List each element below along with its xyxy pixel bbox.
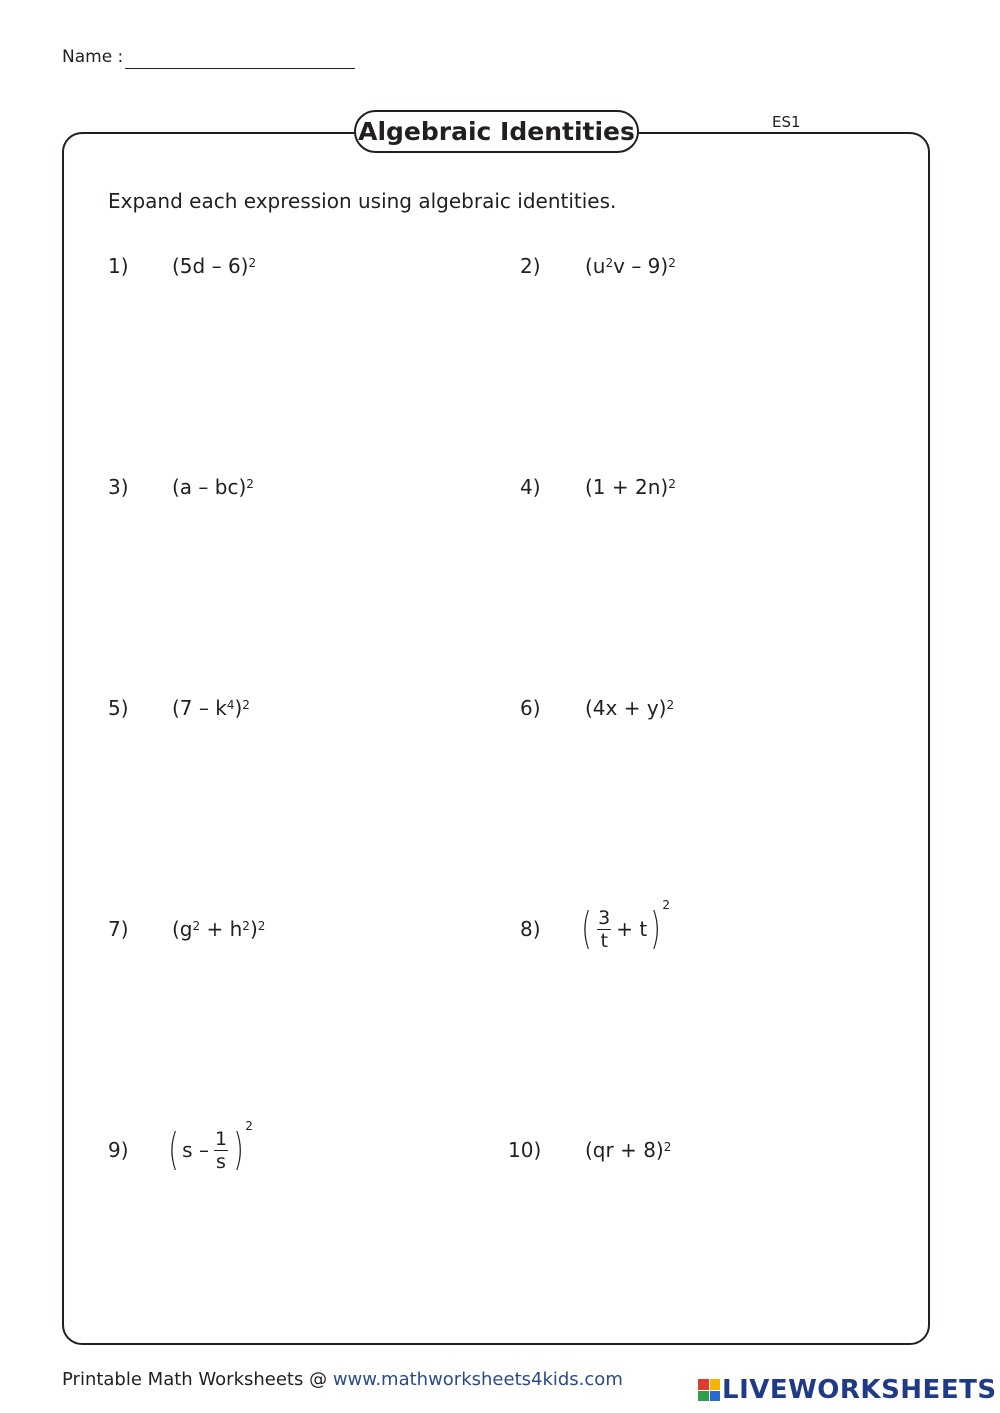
problem-expression: ( s – $\frac{1}{s}$ ) $^2$ <box>165 1122 253 1178</box>
name-label: Name : <box>62 47 124 67</box>
liveworksheets-logo-icon <box>698 1379 720 1401</box>
problem-expression: (a – bc)$^2$ <box>172 475 254 499</box>
fraction: $\frac{3}{t}$ <box>598 906 611 952</box>
left-paren: ( <box>581 903 592 954</box>
fraction: $\frac{1}{s}$ <box>214 1127 228 1173</box>
problem-number: 1) <box>108 254 129 278</box>
brand-logo <box>698 1376 997 1404</box>
problem-number: 6) <box>520 696 541 720</box>
problem-expression: $(u^2v - 9)^2$ <box>585 254 676 278</box>
problem-number: 5) <box>108 696 129 720</box>
instructions: Expand each expression using algebraic identities. <box>108 189 617 213</box>
right-paren: ) <box>650 903 661 954</box>
problem-number: 3) <box>108 475 129 499</box>
right-paren: ) <box>233 1124 244 1175</box>
problem-number: 4) <box>520 475 541 499</box>
problem-expression: $(1 + 2n)^2$ <box>585 475 676 499</box>
problem-number: 9) <box>108 1138 129 1162</box>
worksheet-title: Algebraic Identities <box>354 110 639 153</box>
problem-expression: $(7 - k^4)^2$ <box>172 696 250 720</box>
problem-expression: $(g^2 + h^2)^2$ <box>172 917 266 941</box>
problem-number: 2) <box>520 254 541 278</box>
footer-credit: Printable Math Worksheets @ www.mathworksheets4kids.com <box>62 1369 623 1390</box>
problem-number: 10) <box>508 1138 542 1162</box>
problem-expression: (qr + 8)$^2$ <box>585 1138 672 1162</box>
problem-number: 7) <box>108 917 129 941</box>
name-line[interactable] <box>125 68 355 69</box>
problem-expression: $(4x + y)^2$ <box>585 696 675 720</box>
brand-name: LIVEWORKSHEETS <box>722 1375 997 1405</box>
worksheet-code: ES1 <box>772 113 801 131</box>
problem-expression: ( $\frac{3}{t}$ + t ) $^2$ <box>578 901 670 957</box>
left-paren: ( <box>168 1124 179 1175</box>
problem-number: 8) <box>520 917 541 941</box>
footer-link[interactable]: www.mathworksheets4kids.com <box>332 1369 623 1390</box>
problem-expression: (5d – 6)$^2$ <box>172 254 257 278</box>
